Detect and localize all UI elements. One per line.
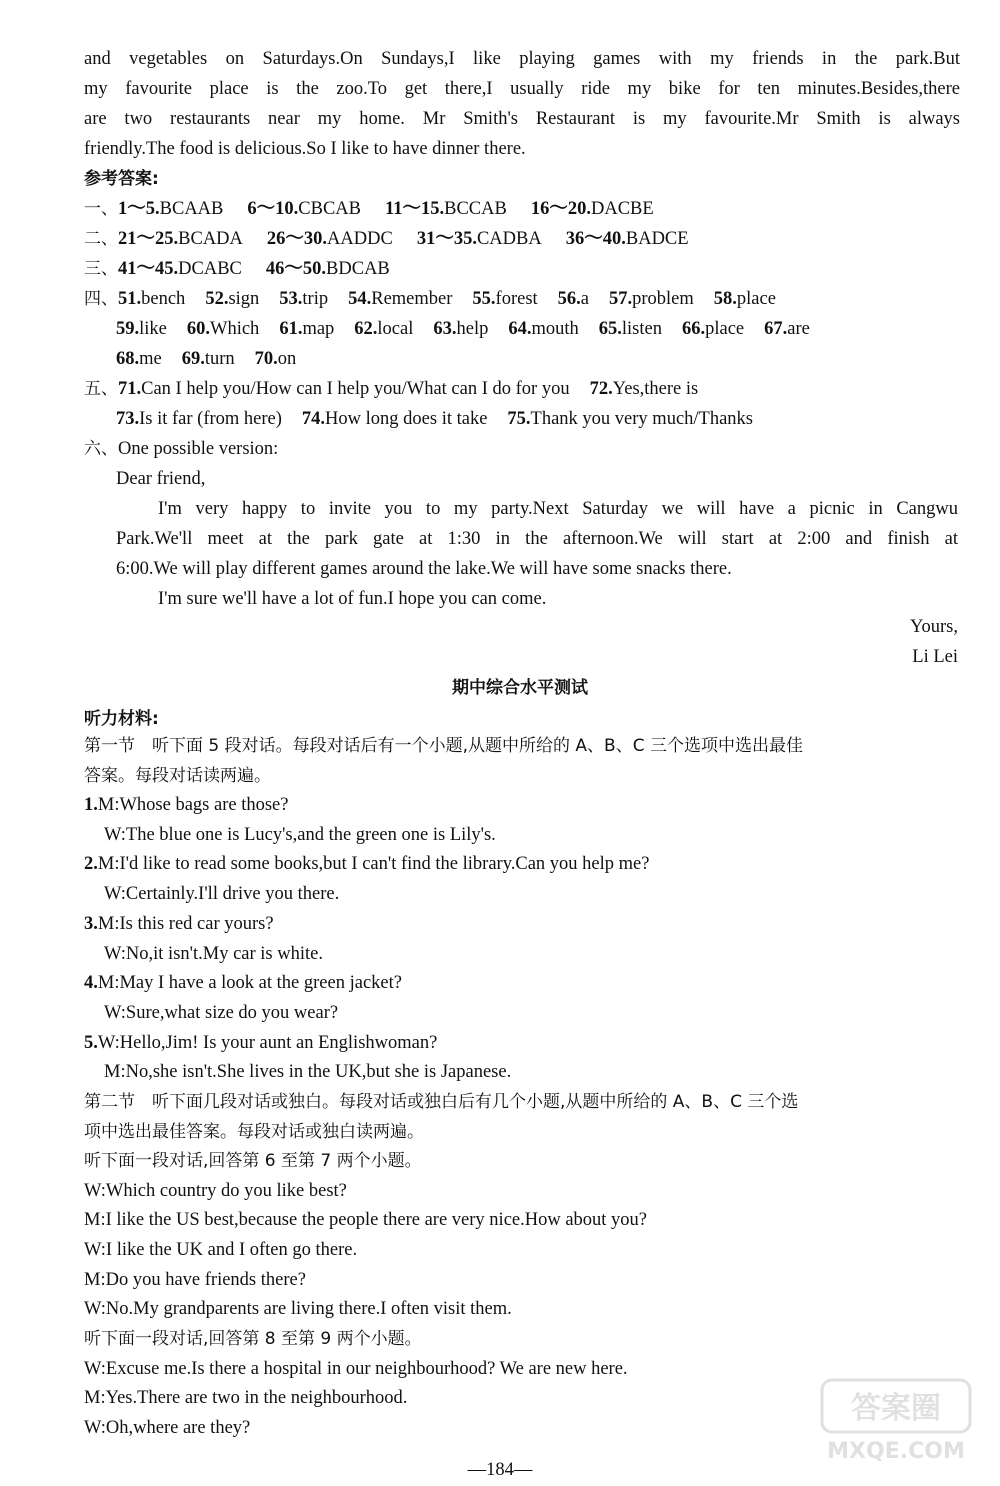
answer-value: bench [141,289,186,309]
answer-number: 61. [279,319,303,339]
letter-closing: Yours, [910,617,958,637]
answer-value: Remember [371,289,453,309]
svg-text:MXQE.COM: MXQE.COM [827,1439,965,1464]
dialogue-1-line-2: W:The blue one is Lucy's,and the green one is Lily's. [104,825,496,845]
answers-section-6 [84,437,278,461]
answer-number: 51. [118,289,142,309]
answer-value: like [139,319,167,339]
dialogue-5-line-1 [84,1031,437,1055]
answer-value: BCADA [178,229,243,249]
letter-signature: Li Lei [912,647,958,667]
letter-greeting: Dear friend, [116,469,206,489]
part1-instructions-2: 答案。每段对话读两遍。 [84,766,271,786]
answer-number: 67. [764,319,788,339]
section-prefix: 五、 [84,379,118,399]
dialogue-text: M:Whose bags are those? [97,795,289,815]
answer-value: are [787,319,810,339]
answer-value: DACBE [590,199,654,219]
answers-section-5-row-1 [84,377,698,401]
answer-number: 65. [598,319,622,339]
dialogue-number: 4. [84,973,98,993]
answer-range: 6～10. [247,199,299,219]
dialogue-text: M:I'd like to read some books,but I can't find the library.Can you help me? [97,854,650,874]
answer-value: on [277,349,297,369]
answer-value: CADBA [476,229,542,249]
intro-line-3: are two restaurants near my home. Mr Smith's Restaurant is my favourite.Mr Smith is always [84,109,960,129]
answer-value: listen [621,319,662,339]
answer-value: Yes,there is [612,379,699,399]
answer-number: 63. [433,319,457,339]
answer-value: CBCAB [298,199,361,219]
conversation-1-line-4: M:Do you have friends there? [84,1270,306,1290]
section-title: 期中综合水平测试 [452,678,588,698]
answer-value: me [139,349,162,369]
answer-range: 1～5. [118,199,160,219]
answer-value: BADCE [625,229,689,249]
answer-value: AADDC [327,229,393,249]
conversation-1-line-2: M:I like the US best,because the people there are very nice.How about you? [84,1210,648,1230]
answer-number: 54. [348,289,372,309]
version-label: One possible version: [118,439,279,459]
answer-number: 73. [116,409,140,429]
answer-range: 46～50. [265,259,327,279]
answer-number: 75. [507,409,531,429]
answer-number: 66. [681,319,706,339]
dialogue-number: 5. [84,1033,98,1053]
dialogue-5-line-2: M:No,she isn't.She lives in the UK,but she is Japanese. [104,1062,512,1082]
conversation-2-line-3: W:Oh,where are they? [84,1418,251,1438]
answer-value: mouth [531,319,579,339]
answer-number: 74. [301,409,326,429]
dialogue-3-line-1 [84,912,274,936]
section-prefix: 四、 [84,289,118,309]
section-prefix: 二、 [84,229,118,249]
answer-value: BDCAB [326,259,390,279]
answer-number: 62. [354,319,378,339]
answer-number: 70. [254,349,278,369]
answer-value: turn [204,349,235,369]
answer-value: place [705,319,745,339]
dialogue-3-line-2: W:No,it isn't.My car is white. [104,944,323,964]
answer-value: forest [495,289,538,309]
question-6-7-instruction: 听下面一段对话,回答第 6 至第 7 两个小题。 [84,1151,422,1171]
answer-number: 71. [118,379,142,399]
answers-section-2 [84,227,689,251]
answer-number: 60. [186,319,210,339]
conversation-2-line-2: M:Yes.There are two in the neighbourhood. [84,1388,408,1408]
dialogue-2-line-2: W:Certainly.I'll drive you there. [104,884,340,904]
answer-value: map [302,319,335,339]
conversation-1-line-5: W:No.My grandparents are living there.I often visit them. [84,1299,512,1319]
question-8-9-instruction: 听下面一段对话,回答第 8 至第 9 两个小题。 [84,1329,422,1349]
section-prefix: 六、 [84,439,118,459]
answer-number: 68. [116,349,140,369]
letter-line-4: I'm sure we'll have a lot of fun.I hope you can come. [158,589,547,609]
answer-number: 59. [116,319,140,339]
dialogue-number: 2. [84,854,98,874]
section-prefix: 一、 [84,199,118,219]
dialogue-text: W:Hello,Jim! Is your aunt an Englishwoman? [97,1033,438,1053]
answer-value: BCAAB [159,199,224,219]
answer-range: 21～25. [118,229,179,249]
dialogue-4-line-1 [84,971,402,995]
answer-value: DCABC [178,259,242,279]
answer-value: trip [302,289,329,309]
page-number: —184— [467,1460,533,1480]
dialogue-4-line-2: W:Sure,what size do you wear? [104,1003,339,1023]
listening-heading: 听力材料: [84,709,159,729]
answers-section-3 [84,257,390,281]
part1-instructions-1: 第一节 听下面 5 段对话。每段对话后有一个小题,从题中所给的 A、B、C 三个选项中选出最佳 [84,736,803,756]
intro-line-2: my favourite place is the zoo.To get there,I usually ride my bike for ten minutes.Besides,there [84,79,960,99]
conversation-1-line-3: W:I like the UK and I often go there. [84,1240,358,1260]
intro-line-1: and vegetables on Saturdays.On Sundays,I like playing games with my friends in the park.But [84,49,960,69]
answer-value: Can I help you/How can I help you/What can I do for you [141,379,570,399]
conversation-2-line-1: W:Excuse me.Is there a hospital in our neighbourhood? We are new here. [84,1359,628,1379]
dialogue-text: M:May I have a look at the green jacket? [97,973,402,993]
conversation-1-line-1: W:Which country do you like best? [84,1181,347,1201]
answer-value: place [736,289,776,309]
dialogue-number: 1. [84,795,98,815]
letter-line-3: 6:00.We will play different games around the lake.We will have some snacks there. [116,559,732,579]
answer-number: 57. [609,289,633,309]
dialogue-text: M:Is this red car yours? [97,914,274,934]
answer-value: BCCAB [444,199,507,219]
dialogue-2-line-1 [84,852,649,876]
answer-value: Which [210,319,260,339]
answer-value: help [456,319,489,339]
answer-value: Is it far (from here) [139,409,282,429]
letter-line-1: I'm very happy to invite you to my party.Next Saturday we will have a picnic in Cangwu [158,499,958,519]
answer-value: a [580,289,589,309]
answer-value: sign [228,289,260,309]
answer-number: 69. [181,349,205,369]
answer-number: 56. [557,289,581,309]
answer-number: 64. [508,319,532,339]
answer-range: 36～40. [565,229,626,249]
answers-heading: 参考答案: [84,169,159,189]
answers-section-4-row-2 [116,317,810,341]
answer-range: 31～35. [416,229,477,249]
part2-instructions-1: 第二节 听下面几段对话或独白。每段对话或独白后有几个小题,从题中所给的 A、B、C 三个选 [84,1092,799,1112]
answer-value: local [377,319,414,339]
svg-text:答案圈: 答案圈 [851,1391,941,1426]
answers-section-4-row-1 [84,287,776,311]
answer-value: How long does it take [325,409,488,429]
answer-number: 53. [279,289,303,309]
letter-line-2: Park.We'll meet at the park gate at 1:30 in the afternoon.We will start at 2:00 and finish at [116,529,958,549]
section-prefix: 三、 [84,259,118,279]
answer-value: problem [632,289,694,309]
answer-range: 41～45. [118,259,179,279]
dialogue-1-line-1 [84,793,288,817]
answer-range: 16～20. [530,199,591,219]
answer-range: 26～30. [266,229,328,249]
answers-section-5-row-2 [116,407,753,431]
answer-number: 55. [472,289,496,309]
answers-section-4-row-3 [116,347,296,371]
answer-range: 11～15. [385,199,445,219]
answer-number: 72. [589,379,613,399]
answers-section-1 [84,197,654,221]
intro-line-4: friendly.The food is delicious.So I like to have dinner there. [84,139,526,159]
part2-instructions-2: 项中选出最佳答案。每段对话或独白读两遍。 [84,1122,424,1142]
answer-number: 58. [713,289,737,309]
answer-value: Thank you very much/Thanks [530,409,754,429]
answer-number: 52. [205,289,229,309]
dialogue-number: 3. [84,914,98,934]
watermark-logo [816,1376,976,1466]
